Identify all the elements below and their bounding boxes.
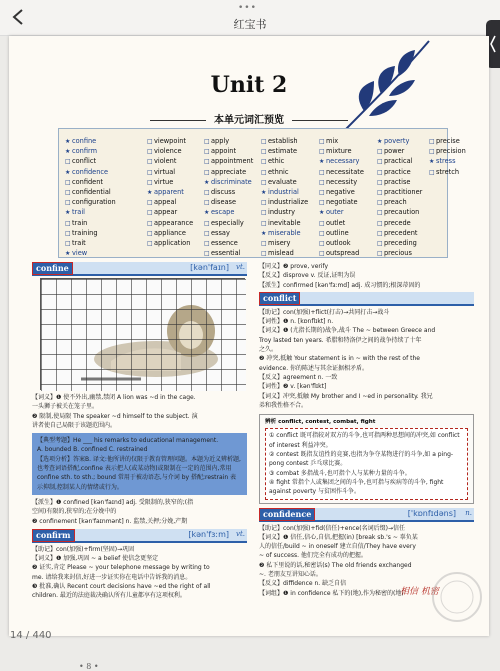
headword: confirm: [32, 529, 75, 542]
phonetic: [kən'faɪn]: [190, 263, 229, 272]
vocab-word: □confidential: [65, 187, 116, 197]
checkbox-icon: □: [319, 138, 325, 145]
vocab-word: □practice: [377, 167, 422, 177]
vocab-word: □ethnic: [261, 167, 308, 177]
vocab-column: [65, 136, 116, 258]
vocab-word: □application: [147, 238, 193, 248]
star-icon: ★: [261, 229, 267, 237]
checkbox-icon: □: [147, 158, 153, 166]
vocab-word: ★ view: [65, 248, 116, 258]
vocab-word: □practical: [377, 156, 422, 166]
entry-line: 弟和我性格不合。: [259, 401, 308, 409]
entry-header-confirm: [32, 529, 247, 543]
checkbox-icon: □: [147, 138, 153, 145]
checkbox-icon: □: [204, 199, 210, 207]
entry-line: 【派生】confirmed [kən'fɜːmd] adj. 成习惯的;根深蒂固的: [259, 281, 421, 289]
vocab-word: □mix: [319, 136, 364, 146]
headword: confine: [32, 262, 73, 275]
checkbox-icon: □: [261, 239, 267, 247]
entry-line: evidence. 你的陈述与其余证据相矛盾。: [259, 364, 369, 372]
star-icon: ★: [429, 158, 435, 166]
checkbox-icon: □: [377, 209, 383, 217]
checkbox-icon: □: [377, 219, 383, 227]
entry-line: 【反义】disprove v. 反证,证明为误: [259, 272, 356, 280]
entry-line: 【词义】❶ 使不外出,幽禁,禁闭 A lion was ~d in the cage.: [32, 394, 196, 401]
checkbox-icon: □: [377, 178, 383, 186]
star-icon: ★: [204, 209, 210, 217]
analysis-line: ① conflict 既可指较对双方的斗争,也可指两种思想间的冲突,如 conflict of interest 利益冲突。: [269, 432, 460, 449]
checkbox-icon: □: [147, 219, 153, 227]
checkbox-icon: □: [429, 138, 435, 145]
headword: conflict: [259, 292, 300, 305]
entry-line: ❷ 冲突,抵触 Your statement is in ~ with the rest of the: [259, 355, 420, 363]
exam-tip-box: [32, 433, 247, 495]
confirm-definitions: [32, 545, 247, 601]
checkbox-icon: □: [319, 148, 325, 156]
vocab-word: □precede: [377, 218, 422, 228]
entry-line: 人的信任/build ~ in oneself 建立自信/They have every: [259, 543, 416, 551]
vocab-word: ★ miserable: [261, 228, 308, 238]
entry-header-confidence: [259, 508, 474, 522]
checkbox-icon: □: [65, 158, 71, 166]
checkbox-icon: □: [377, 199, 383, 207]
vocab-word: □essay: [204, 228, 253, 238]
checkbox-icon: □: [204, 158, 210, 166]
analysis-line: ② contest 既指友谊性的竞赛,也指为争夺某物进行的斗争,如 a ping-pong contest 乒乓球比赛。: [269, 451, 454, 468]
phonetic: ['kɒnfɪdəns]: [407, 508, 456, 518]
vocab-column: [204, 136, 253, 258]
star-icon: ★: [204, 178, 210, 186]
checkbox-icon: □: [147, 178, 153, 186]
vocab-word: □industrialize: [261, 197, 308, 207]
vocab-word: □appeal: [147, 197, 193, 207]
vocab-word: □conflict: [65, 156, 116, 166]
checkbox-icon: □: [204, 219, 210, 227]
checkbox-icon: □: [147, 209, 153, 217]
entry-line: children. 最近的法庭裁决确认所有儿童都享有这项权利。: [32, 592, 186, 600]
vocab-word: □trait: [65, 238, 116, 248]
checkbox-icon: □: [429, 148, 435, 156]
vocab-word: □negotiate: [319, 197, 364, 207]
entry-line: 【词义】冲突,抵触 My brother and I ~ed in personality. 我兄: [259, 392, 433, 400]
star-icon: ★: [65, 209, 71, 217]
vocab-word: □precision: [429, 146, 466, 156]
entry-line: ~ of success. 他们完全有成功的把握。: [259, 552, 367, 560]
checkbox-icon: □: [429, 168, 435, 176]
checkbox-icon: □: [377, 158, 383, 166]
checkbox-icon: □: [147, 239, 153, 247]
vocab-word: □industry: [261, 207, 308, 217]
vocab-word: □apply: [204, 136, 253, 146]
vocab-word: □outspread: [319, 248, 364, 258]
checkbox-icon: □: [319, 229, 325, 237]
star-icon: ★: [319, 158, 325, 166]
caged-lion-illustration: [40, 278, 245, 390]
checkbox-icon: □: [204, 239, 210, 247]
analysis-body: [265, 428, 468, 499]
checkbox-icon: □: [204, 250, 210, 258]
vocab-word: □essence: [204, 238, 253, 248]
vocab-word: □mixture: [319, 146, 364, 156]
star-icon: ★: [319, 209, 325, 217]
checkbox-icon: □: [65, 239, 71, 247]
checkbox-icon: □: [261, 199, 267, 207]
vocab-word: □precious: [377, 248, 422, 258]
vocab-word: □precedent: [377, 228, 422, 238]
phonetic: [kən'fɜːm]: [188, 529, 229, 539]
vocab-word: □outline: [319, 228, 364, 238]
vocab-word: ★ confine: [65, 136, 116, 146]
checkbox-icon: □: [261, 250, 267, 258]
entry-line: 【词组】❶ in confidence 私下的(地),作为秘密的(地): [259, 589, 404, 597]
right-column: [259, 262, 474, 598]
entry-line: 【词性】❷ v. [kən'flɪkt]: [259, 383, 327, 391]
entry-line: 【助记】con(加强)+fid(信任)+ence(名词后缀)→信任: [259, 524, 405, 532]
confine-definitions: [32, 393, 247, 430]
checkbox-icon: □: [377, 239, 383, 247]
headword: confidence: [259, 508, 315, 521]
conflict-definitions: [259, 308, 474, 410]
vocab-word: □ethic: [261, 156, 308, 166]
vocab-column: [147, 136, 193, 248]
checkbox-icon: □: [147, 229, 153, 237]
vocab-word: □stretch: [429, 167, 466, 177]
vocab-word: □preceding: [377, 238, 422, 248]
tip-line: A. bounded B. confined C. restrained: [37, 446, 148, 454]
analysis-title: 辨析 conflict, contest, combat, fight: [265, 419, 376, 426]
entry-line: 【反义】agreement n. 一致: [259, 373, 338, 381]
vocab-word: ★ poverty: [377, 136, 422, 146]
part-of-speech: n.: [465, 508, 472, 517]
vocab-word: ★ discriminate: [204, 177, 253, 187]
book-page: [9, 36, 489, 671]
vocab-word: ★ necessary: [319, 156, 364, 166]
analysis-line: ④ fight 常指个人或集团之间的斗争,也可指与疾病等的斗争, fight against poverty 与贫困作斗争。: [269, 478, 444, 496]
checkbox-icon: □: [147, 148, 153, 156]
vocab-word: □appear: [147, 207, 193, 217]
checkbox-icon: □: [261, 168, 267, 176]
vocab-word: □outlook: [319, 238, 364, 248]
entry-line: ❸ 批准,确认 Recent court decisions have ~ed the right of all: [32, 583, 211, 591]
entry-line: 【反义】diffidence n. 缺乏自信: [259, 580, 347, 588]
star-icon: ★: [147, 188, 153, 196]
vocab-word: □disease: [204, 197, 253, 207]
entry-line: ~. 老朋友互讲知心话。: [259, 571, 322, 579]
more-dots[interactable]: •••: [238, 3, 257, 13]
star-icon: ★: [65, 138, 71, 145]
entry-line: 【助记】con(加强)+firm(坚固)→巩固: [32, 545, 135, 553]
vocab-word: □power: [377, 146, 422, 156]
entry-line: 【词义】❶ (尤指长期的)战争,战斗 The ~ between Greece and: [259, 327, 436, 335]
vocab-word: □negative: [319, 187, 364, 197]
checkbox-icon: □: [204, 188, 210, 196]
checkbox-icon: □: [319, 188, 325, 196]
vocab-word: □practise: [377, 177, 422, 187]
entry-line: 【同义】❷ prove, verify: [259, 263, 329, 270]
entry-line: 【助记】con(加强)+flict(打击)→共同打击→战斗: [259, 308, 390, 316]
checkbox-icon: □: [261, 178, 267, 186]
checkbox-icon: □: [377, 188, 383, 196]
vocab-word: □appliance: [147, 228, 193, 238]
star-icon: ★: [65, 250, 71, 258]
vocab-word: □appearance: [147, 218, 193, 228]
analysis-box: [259, 414, 474, 503]
checkbox-icon: □: [261, 219, 267, 227]
star-icon: ★: [377, 138, 383, 145]
vocab-preview-box: [58, 128, 466, 258]
vocab-word: □necessity: [319, 177, 364, 187]
checkbox-icon: □: [204, 168, 210, 176]
vocab-word: □appreciate: [204, 167, 253, 177]
vocab-word: ★ confirm: [65, 146, 116, 156]
star-icon: ★: [261, 188, 267, 196]
vocab-word: □precaution: [377, 207, 422, 217]
entry-header-confine: [32, 262, 247, 276]
vocab-word: □violence: [147, 146, 193, 156]
confirm-continued: [259, 262, 474, 290]
checkbox-icon: □: [319, 219, 325, 227]
entry-line: 【词义】❶ 加强,巩固 ~ a belief 使信念更坚定: [32, 555, 159, 563]
handwritten-note: 相信 机密: [400, 587, 439, 597]
vocab-word: □establish: [261, 136, 308, 146]
checkbox-icon: □: [147, 168, 153, 176]
star-icon: ★: [65, 148, 71, 156]
checkbox-icon: □: [377, 148, 383, 156]
page-counter[interactable]: 14 / 440: [10, 630, 52, 641]
vocab-word: ★ stress: [429, 156, 466, 166]
checkbox-icon: □: [319, 199, 325, 207]
entry-line: 【词性】❶ n. [kɒnflɪkt] n.: [259, 318, 334, 326]
unit-title: Unit 2: [210, 72, 288, 98]
entry-line: ❷ 限制,使局限 The speaker ~d himself to the subject. 演: [32, 412, 198, 420]
checkbox-icon: □: [261, 209, 267, 217]
vocab-column: [377, 136, 422, 258]
entry-line: Troy lasted ten years. 希腊和特洛伊之间的战争持续了十年: [259, 336, 422, 344]
checkbox-icon: □: [319, 168, 325, 176]
vocab-word: □appointment: [204, 156, 253, 166]
entry-line: me. 请给我来封信,好进一步证实你在电话中告诉我的消息。: [32, 573, 192, 581]
unit-subtitle: 本单元词汇预览: [9, 111, 489, 126]
vocab-word: □mislead: [261, 248, 308, 258]
vocab-word: □discuss: [204, 187, 253, 197]
entry-line: 【词义】❶ 信任,信心,自信,把握(in) [break sb.'s ~ 辜负某: [259, 533, 418, 541]
watermark-stamp: [430, 570, 485, 625]
vocab-word: □violent: [147, 156, 193, 166]
checkbox-icon: □: [319, 239, 325, 247]
entry-line: 空间)有限的,狭窄的;在分娩中的: [32, 508, 117, 516]
page-number: • 8 •: [79, 662, 99, 671]
checkbox-icon: □: [261, 158, 267, 166]
vocab-word: ★ confidence: [65, 167, 116, 177]
vocab-word: □configuration: [65, 197, 116, 207]
entry-line: 讲者使自己局限于该题范围内。: [32, 421, 117, 429]
checkbox-icon: □: [261, 138, 267, 145]
vocab-word: □necessitate: [319, 167, 364, 177]
entry-line: 一头狮子被关在笼子里。: [32, 403, 99, 411]
analysis-line: ③ combat 多指战斗,也可指个人与某种力量的斗争。: [269, 469, 411, 477]
vocab-word: □inevitable: [261, 218, 308, 228]
checkbox-icon: □: [65, 199, 71, 207]
checkbox-icon: □: [65, 188, 71, 196]
checkbox-icon: □: [204, 229, 210, 237]
tip-line: 【典型考题】He ___ his remarks to educational management.: [37, 437, 219, 445]
vocab-word: ★ industrial: [261, 187, 308, 197]
checkbox-icon: □: [377, 250, 383, 258]
left-column: [32, 262, 247, 601]
checkbox-icon: □: [65, 219, 71, 227]
checkbox-icon: □: [319, 178, 325, 186]
vocab-word: ★ escape: [204, 207, 253, 217]
checkbox-icon: □: [65, 229, 71, 237]
vocab-word: □viewpoint: [147, 136, 193, 146]
vocab-word: □train: [65, 218, 116, 228]
vocab-word: ★ trail: [65, 207, 116, 217]
entry-header-conflict: [259, 292, 474, 306]
checkbox-icon: □: [204, 138, 210, 145]
vocab-word: □virtue: [147, 177, 193, 187]
vocab-word: □outlet: [319, 218, 364, 228]
entry-line: 【派生】❶ confined [kən'faɪnd] adj. 受限制的,狭窄的;(指: [32, 498, 194, 506]
vocab-word: ★ outer: [319, 207, 364, 217]
vocab-column: [319, 136, 364, 258]
checkbox-icon: □: [147, 199, 153, 207]
vocab-column: [261, 136, 308, 258]
checkbox-icon: □: [261, 148, 267, 156]
checkbox-icon: □: [204, 148, 210, 156]
app-toolbar: [0, 0, 500, 36]
entry-line: 之久。: [259, 346, 278, 354]
checkbox-icon: □: [319, 250, 325, 258]
checkbox-icon: □: [377, 168, 383, 176]
vocab-word: □misery: [261, 238, 308, 248]
star-icon: ★: [65, 168, 71, 176]
entry-line: ❷ 证实,肯定 Please ~ your telephone message by writing to: [32, 564, 210, 572]
vocab-word: □estimate: [261, 146, 308, 156]
part-of-speech: vt.: [236, 529, 245, 538]
vocab-word: □essential: [204, 248, 253, 258]
vocab-word: □preach: [377, 197, 422, 207]
vocab-word: ★ apparent: [147, 187, 193, 197]
part-of-speech: vt.: [236, 263, 245, 271]
vocab-word: □training: [65, 228, 116, 238]
vocab-word: □confident: [65, 177, 116, 187]
checkbox-icon: □: [65, 178, 71, 186]
app-title: 红宝书: [233, 18, 267, 31]
vocab-word: □evaluate: [261, 177, 308, 187]
vocab-word: □especially: [204, 218, 253, 228]
vocab-word: □appoint: [204, 146, 253, 156]
entry-line: ❷ 私下里说的话,秘密话(s) The old friends exchanged: [259, 561, 412, 569]
checkbox-icon: □: [377, 229, 383, 237]
vocab-column: [429, 136, 466, 177]
vocab-word: □precise: [429, 136, 466, 146]
tip-line: 【选项分析】答案B. 译文:他所讲的仅限于教育管理问题。本题为近义辨析题,也考查词语搭配,confine 表示把人(或某动物)或限制在一定的范围内,常用 confine sth. to sth.; bound 常用于被动语态,与介词 by 搭配;restrain 表示抑制,控制某人的情绪或行为。: [37, 455, 241, 491]
entry-line: ❷ confinement [kən'faɪnmənt] n. 监禁,关押;分娩,产期: [32, 517, 188, 525]
confine-derivatives: [32, 498, 247, 526]
vocab-word: □practitioner: [377, 187, 422, 197]
vocab-word: □virtual: [147, 167, 193, 177]
